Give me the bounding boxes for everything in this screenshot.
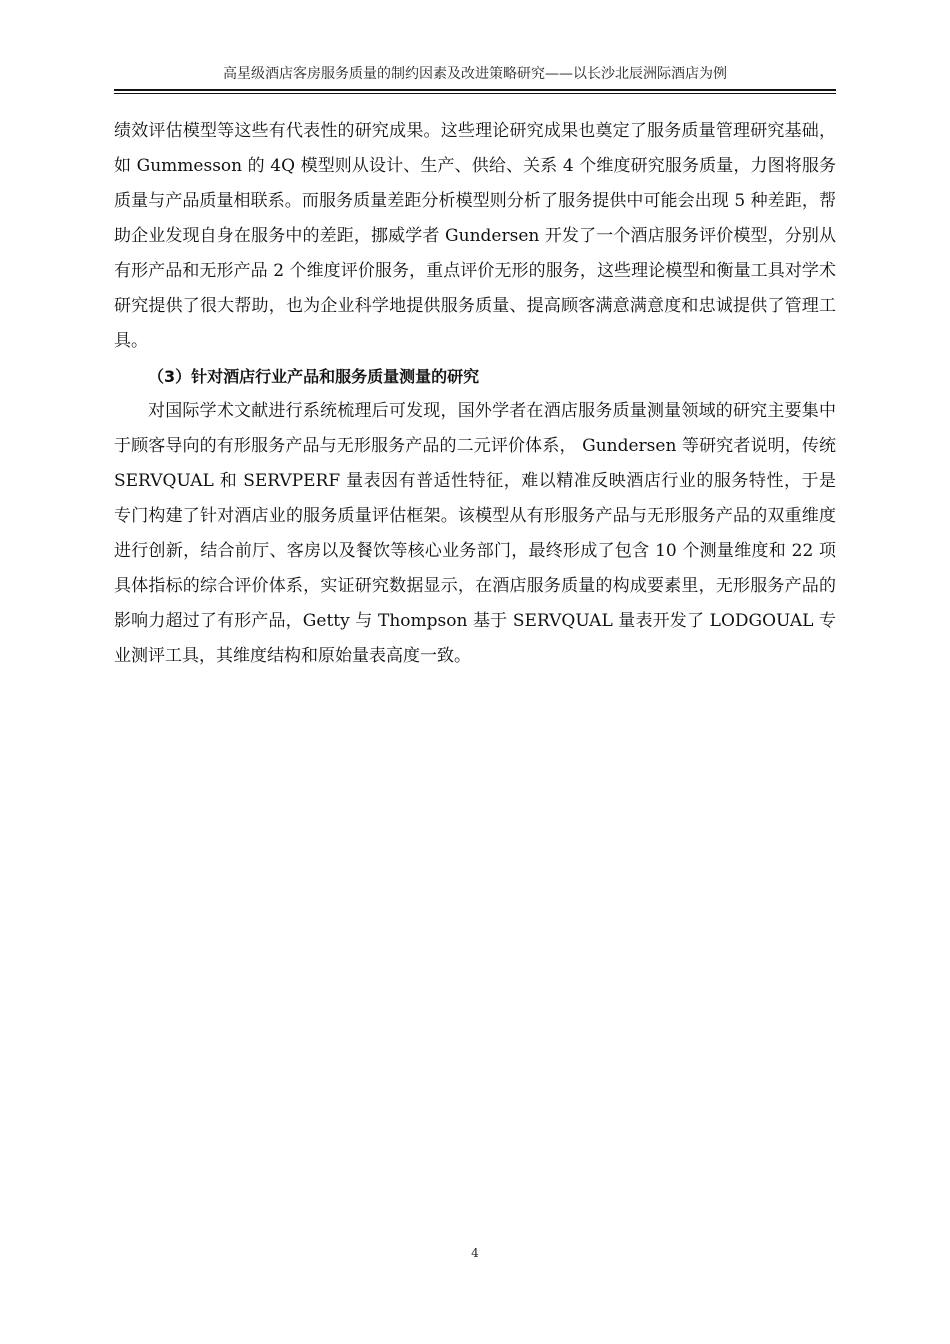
paragraph: 对国际学术文献进行系统梳理后可发现，国外学者在酒店服务质量测量领域的研究主要集中于顾客导向的有形服务产品与无形服务产品的二元评价体系， Gundersen 等研究者说明，传统 SERVQUAL 和 SERVPERF 量表因有普适性特征，难以精准反映酒店行业的服务特性，于是专门构建了针对酒店业的服务质量评估框架。该模型从有形服务产品与无形服务产品的双重维度进行创新，结合前厅、客房以及餐饮等核心业务部门，最终形成了包含 10 个测量维度和 22 项具体指标的综合评价体系，实证研究数据显示，在酒店服务质量的构成要素里，无形服务产品的影响力超过了有形产品，Getty 与 Thompson 基于 SERVQUAL 量表开发了 LODGOUAL 专业测评工具，其维度结构和原始量表高度一致。	[114, 401, 836, 666]
running-header: 高星级酒店客房服务质量的制约因素及改进策略研究——以长沙北辰洲际酒店为例	[223, 66, 727, 82]
page-number: 4	[471, 1246, 479, 1260]
section-subheading: （3）针对酒店行业产品和服务质量测量的研究	[148, 367, 480, 386]
header-rule-thick	[114, 89, 836, 91]
paragraph-continued: 绩效评估模型等这些有代表性的研究成果。这些理论研究成果也奠定了服务质量管理研究基础，如 Gummesson 的 4Q 模型则从设计、生产、供给、关系 4 个维度研究服务质量，力图将服务质量与产品质量相联系。而服务质量差距分析模型则分析了服务提供中可能会出现 5 种差距，帮助企业发现自身在服务中的差距，挪威学者 Gundersen 开发了一个酒店服务评价模型，分别从有形产品和无形产品 2 个维度评价服务，重点评价无形的服务，这些理论模型和衡量工具对学术研究提供了很大帮助，也为企业科学地提供服务质量、提高顾客满意满意度和忠诚提供了管理工具。	[114, 121, 836, 351]
body-text	[114, 114, 836, 674]
header-rule-thin	[114, 93, 836, 94]
